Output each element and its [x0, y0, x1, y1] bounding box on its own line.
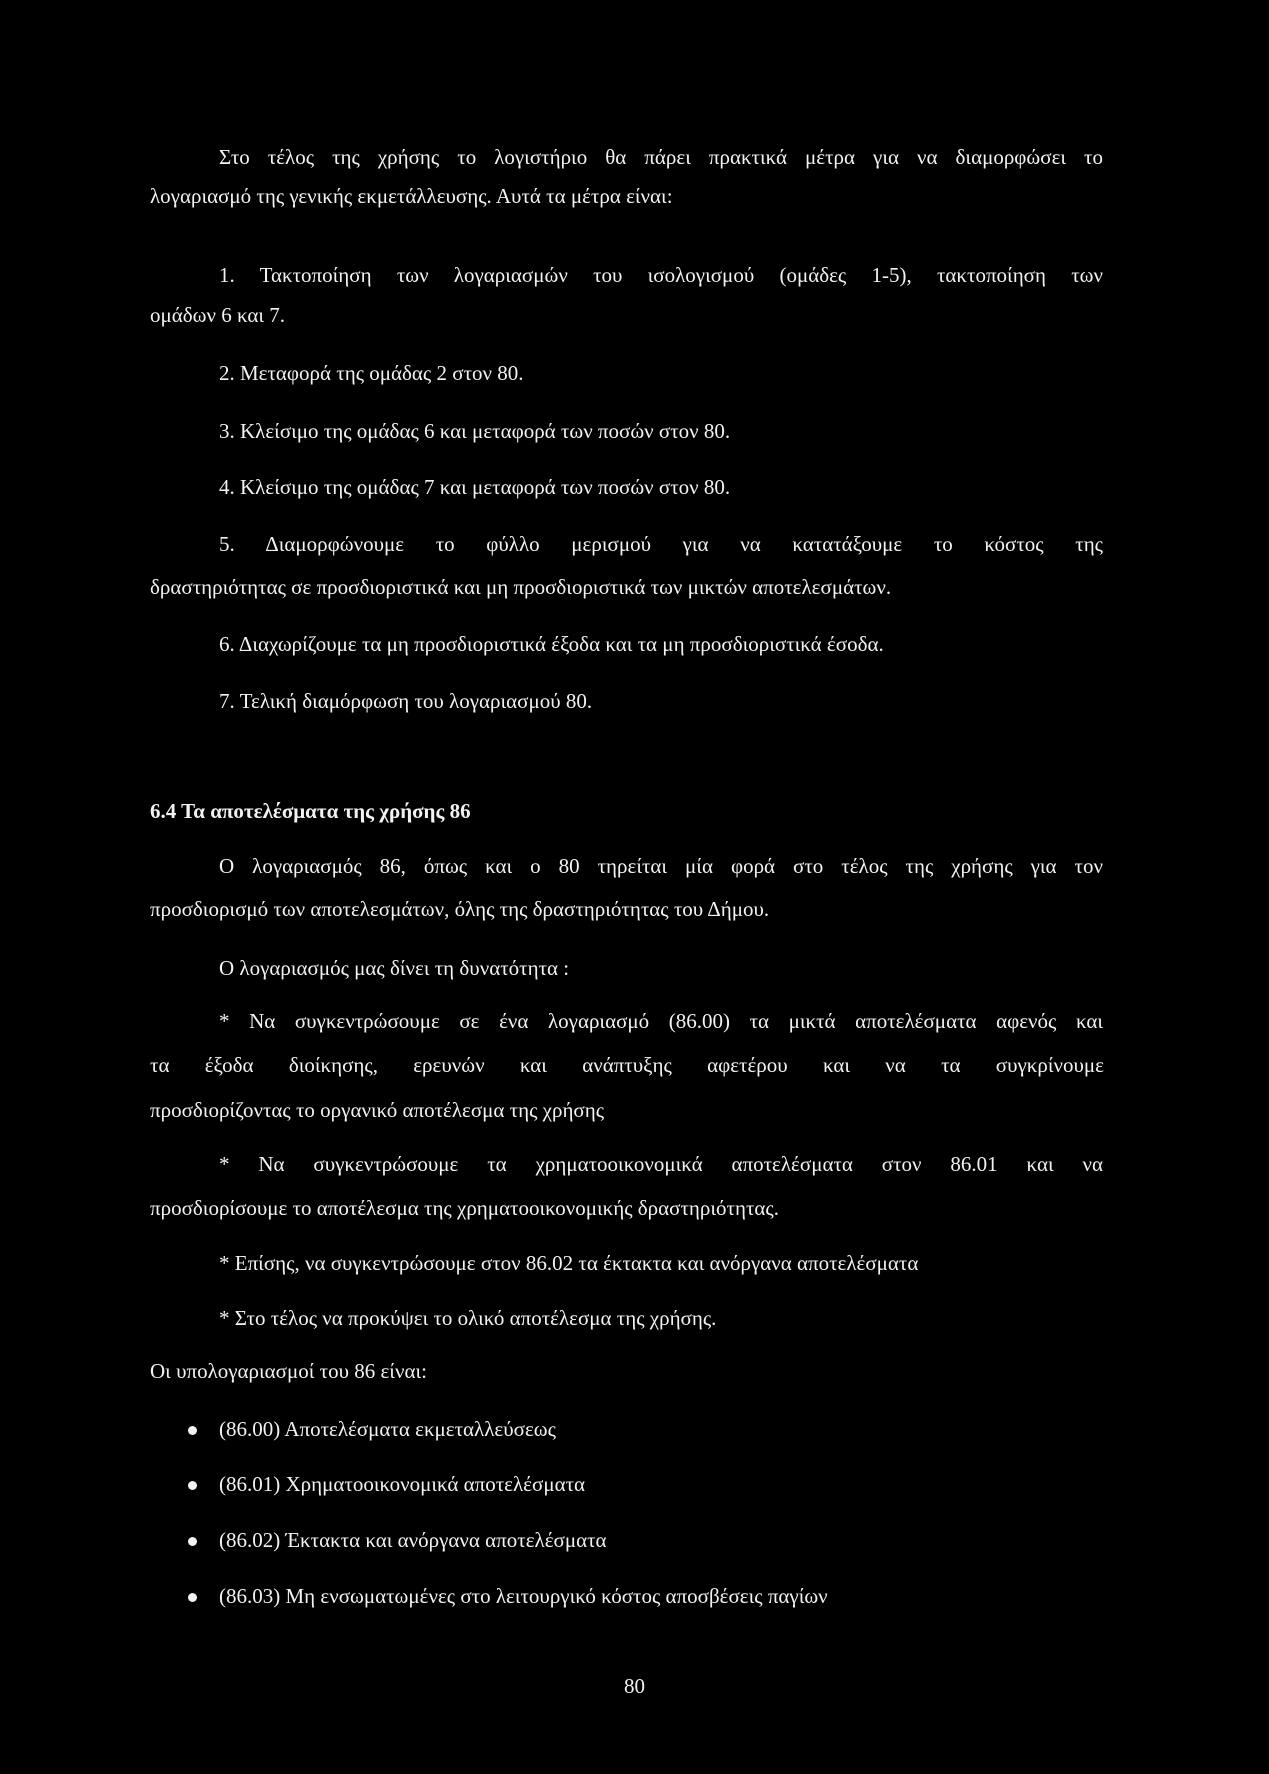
step-6: 6. Διαχωρίζουμε τα μη προσδιοριστικά έξοδα και τα μη προσδιοριστικά έσοδα.	[219, 632, 884, 656]
star-1-line-3: προσδιορίζοντας το οργανικό αποτέλεσμα της χρήσης	[150, 1098, 605, 1122]
step-4: 4. Κλείσιμο της ομάδας 7 και μεταφορά των ποσών στον 80.	[219, 475, 731, 499]
step-1-line-2: ομάδων 6 και 7.	[150, 303, 286, 327]
step-7: 7. Τελική διαμόρφωση του λογαριασμού 80.	[219, 689, 593, 713]
step-3: 3. Κλείσιμο της ομάδας 6 και μεταφορά των ποσών στον 80.	[219, 419, 731, 443]
para-1-line-2: προσδιορισμό των αποτελεσμάτων, όλης της δραστηριότητας του Δήμου.	[150, 897, 770, 921]
intro-line-2: λογαριασμό της γενικής εκμετάλλευσης. Αυτά τα μέτρα είναι:	[150, 184, 673, 208]
para-2: Ο λογαριασμός μας δίνει τη δυνατότητα :	[219, 956, 570, 980]
star-2-line-2: προσδιορίσουμε το αποτέλεσμα της χρηματοοικονομικής δραστηριότητας.	[150, 1196, 779, 1220]
step-2: 2. Μεταφορά της ομάδας 2 στον 80.	[219, 361, 524, 385]
bullet-icon	[188, 1593, 197, 1602]
step-5-line-2: δραστηριότητας σε προσδιοριστικά και μη προσδιοριστικά των μικτών αποτελεσμάτων.	[150, 575, 892, 599]
bullet-icon	[188, 1481, 197, 1490]
step-5-line-1: 5. Διαμορφώνουμε το φύλλο μερισμού για να κατατάξουμε το κόστος της	[219, 532, 1103, 556]
subaccount-item: (86.00) Αποτελέσματα εκμεταλλεύσεως	[219, 1417, 556, 1441]
subaccount-item: (86.01) Χρηματοοικονομικά αποτελέσματα	[219, 1472, 586, 1496]
subaccount-item: (86.03) Μη ενσωματωμένες στο λειτουργικό κόστος αποσβέσεις παγίων	[219, 1584, 828, 1608]
para-1-line-1: Ο λογαριασμός 86, όπως και ο 80 τηρείται μία φορά στο τέλος της χρήσης για τον	[219, 854, 1103, 878]
subaccount-item: (86.02) Έκτακτα και ανόργανα αποτελέσματα	[219, 1528, 607, 1552]
intro-line-1: Στο τέλος της χρήσης το λογιστήριο θα πάρει πρακτικά μέτρα για να διαμορφώσει το	[219, 145, 1103, 169]
star-2-line-1: * Να συγκεντρώσουμε τα χρηματοοικονομικά αποτελέσματα στον 86.01 και να	[219, 1152, 1103, 1176]
section-heading: 6.4 Τα αποτελέσματα της χρήσης 86	[150, 799, 471, 823]
bullet-icon	[188, 1537, 197, 1546]
bullet-icon	[188, 1426, 197, 1435]
step-1-line-1: 1. Τακτοποίηση των λογαριασμών του ισολογισμού (ομάδες 1-5), τακτοποίηση των	[219, 263, 1103, 287]
star-1-line-1: * Να συγκεντρώσουμε σε ένα λογαριασμό (86.00) τα μικτά αποτελέσματα αφενός και	[219, 1009, 1103, 1033]
page-number: 80	[624, 1674, 645, 1698]
star-1-line-2: τα έξοδα διοίκησης, ερευνών και ανάπτυξης αφετέρου και να τα συγκρίνουμε	[150, 1053, 1104, 1077]
star-4: * Στο τέλος να προκύψει το ολικό αποτέλεσμα της χρήσης.	[219, 1306, 717, 1330]
star-3: * Επίσης, να συγκεντρώσουμε στον 86.02 τα έκτακτα και ανόργανα αποτελέσματα	[219, 1251, 919, 1275]
subaccounts-intro: Οι υπολογαριασμοί του 86 είναι:	[150, 1359, 427, 1383]
